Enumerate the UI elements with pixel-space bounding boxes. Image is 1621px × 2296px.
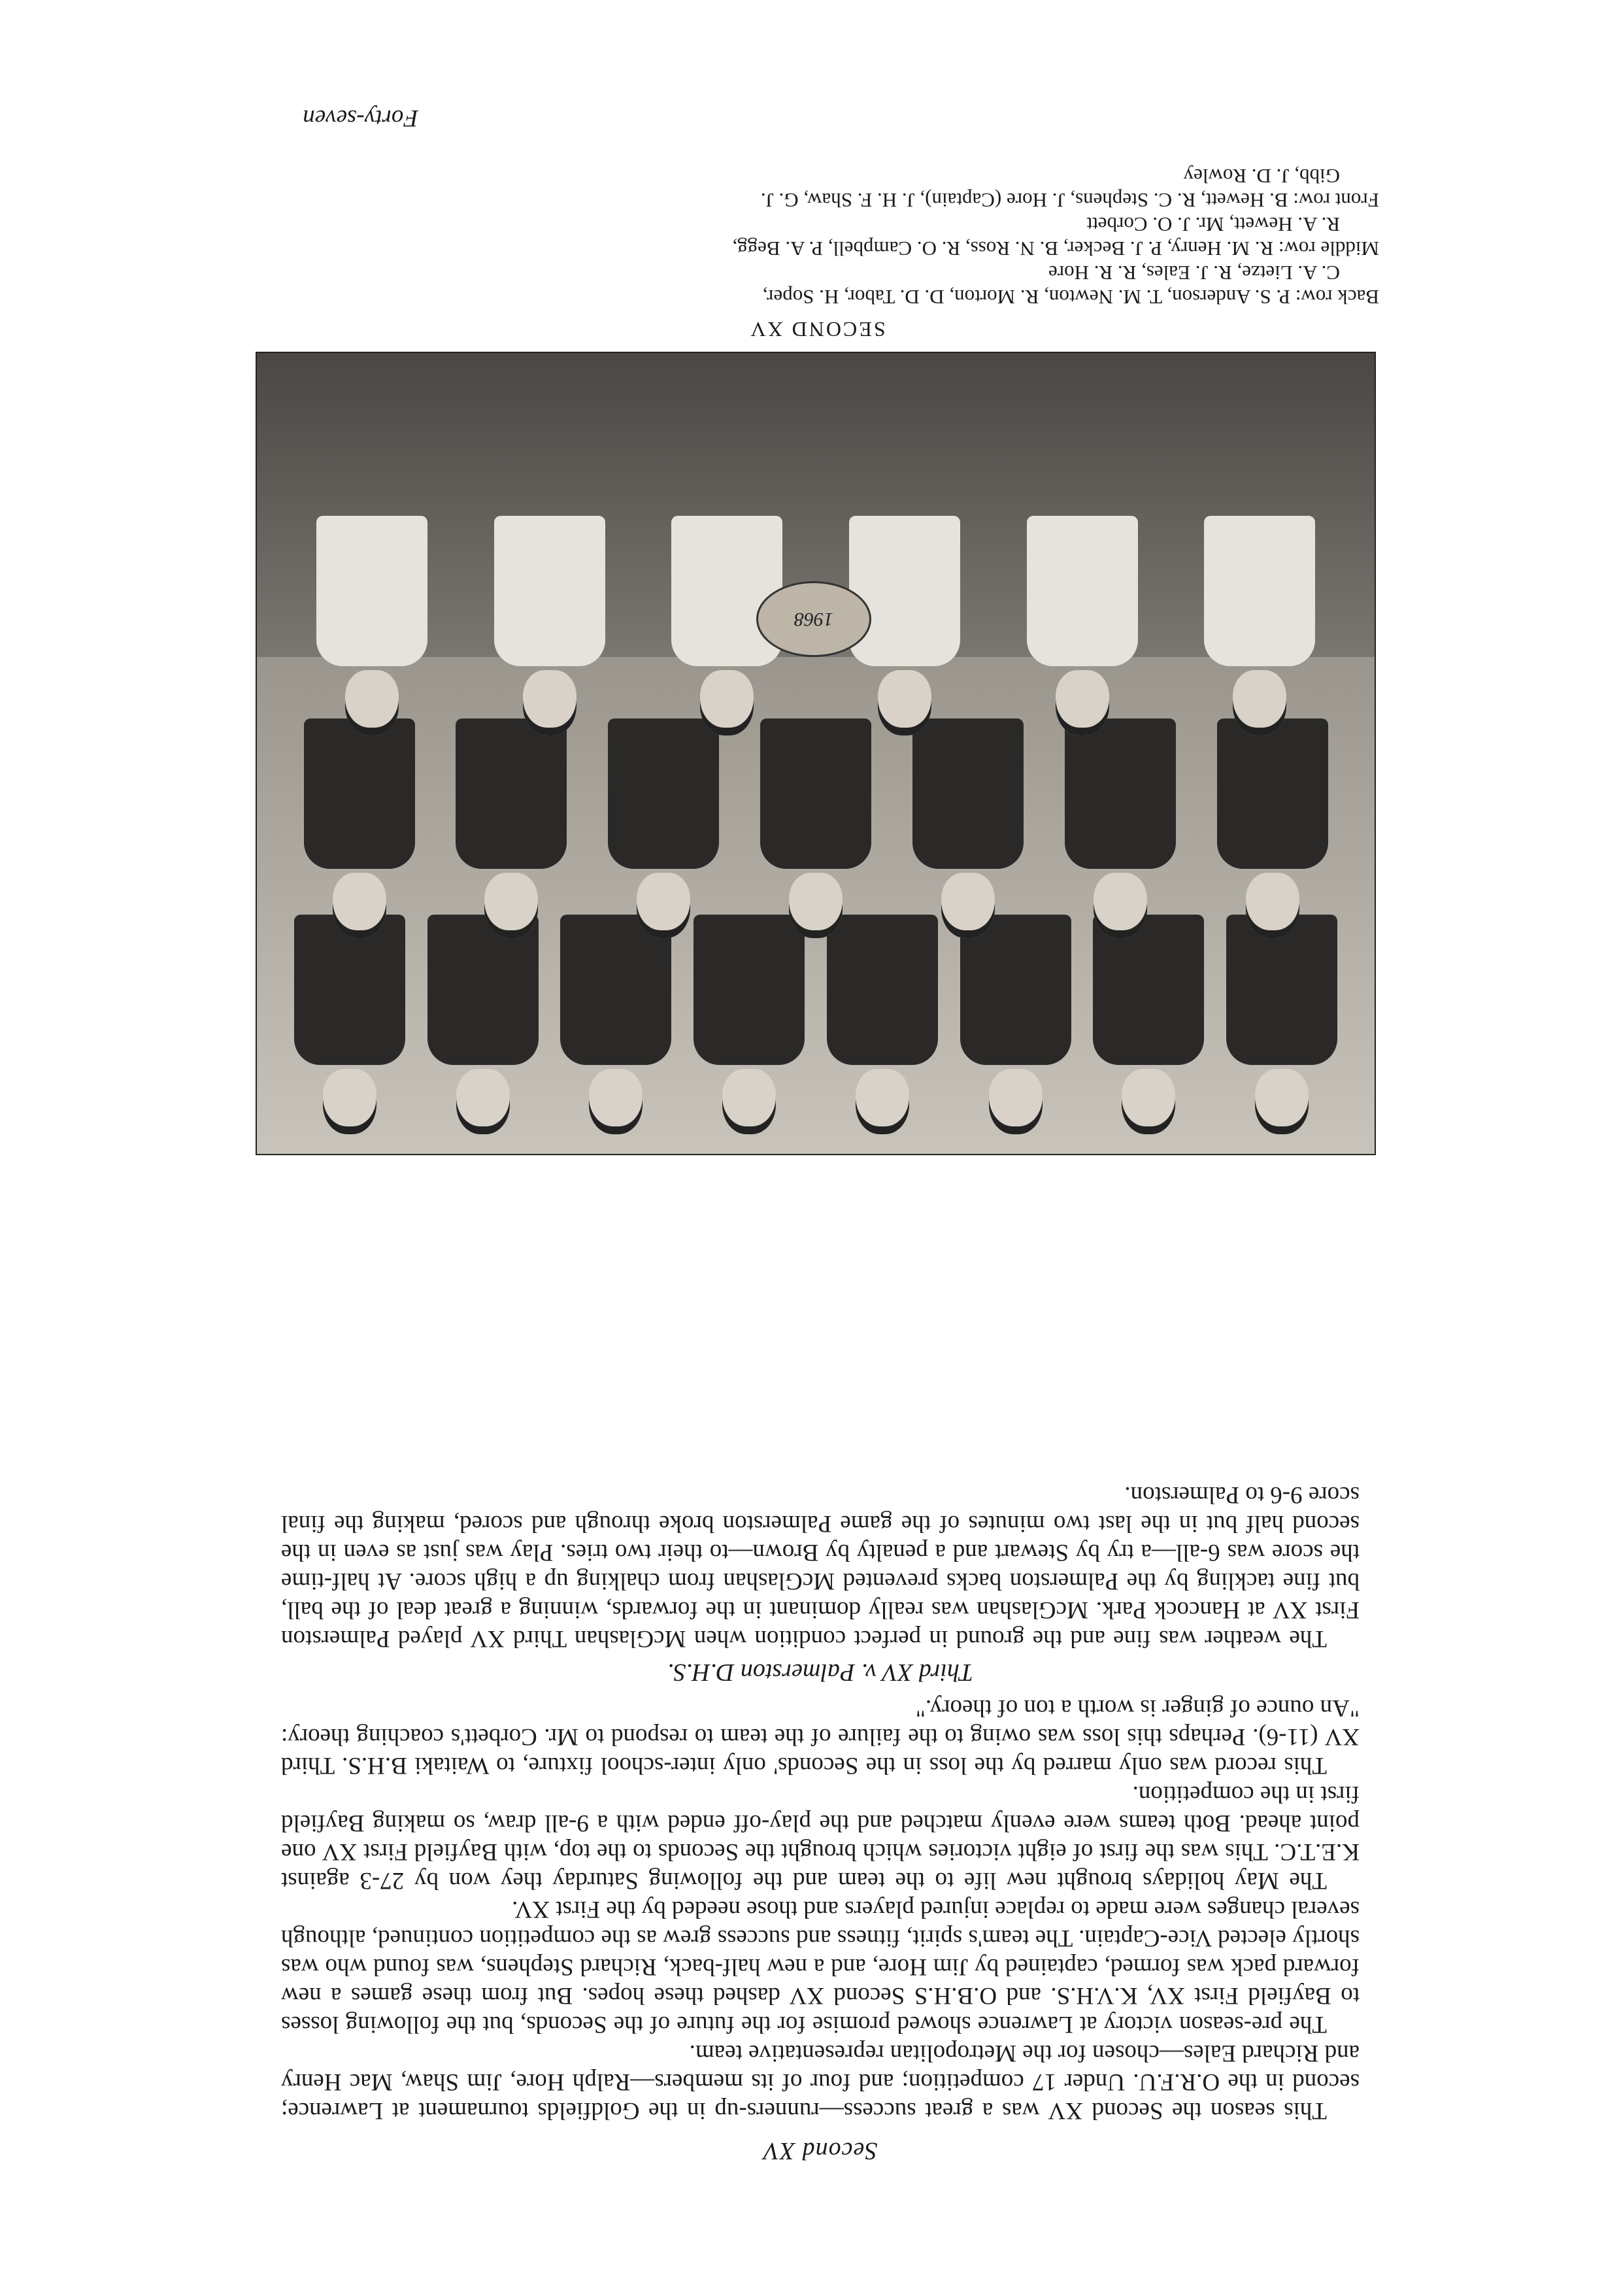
player-figure [919, 718, 1017, 938]
player-figure [462, 718, 560, 938]
player-figure [1224, 718, 1322, 938]
caption-middle-row-cont: R. A. Hewett, Mr. J. O. Corbett [1086, 213, 1340, 236]
player-figure [1071, 718, 1169, 938]
photo-back-row [283, 915, 1348, 1134]
caption-middle-row: Middle row: R. M. Henry, P. J. Becker, B. N. Ross, R. O. Campbell, P. A. Begg, [732, 237, 1379, 260]
caption-front-row-cont: Gibb, J. D. Rowley [1183, 165, 1340, 188]
caption-front-row: Front row: B. Hewett, R. C. Stephens, J. Hore (Captain), J. H. F. Shaw, G. J. [760, 189, 1379, 212]
photo-caption [255, 164, 1379, 341]
player-figure [567, 915, 665, 1134]
player-figure [1233, 915, 1331, 1134]
player-figure [614, 718, 712, 938]
player-figure [967, 915, 1065, 1134]
section-heading: Second XV [763, 2137, 878, 2165]
player-figure [1211, 516, 1309, 735]
photo-middle-row [283, 718, 1348, 938]
paragraph: The weather was fine and the ground in perfect condition when McGlashan Third XV played Palmerston First XV at Hancock Park. McGlashan was really dominant in the forwards, winning a great deal of the ball, but fine tackling by the Palmerston backs prevented McGlashan from chalking up a high score. At half-time the score was 6-all—a try by Stewart and a penalty by Brown—to their two tries. Play was just as even in the second half but in the last two minutes of the game Palmerston broke through and scored, making the final score 9-6 to Palmerston. [281, 1481, 1360, 1652]
player-figure [1099, 915, 1197, 1134]
player-figure [767, 718, 865, 938]
paragraph: The May holidays brought new life to the team and the following Saturday they won by 27-3 against K.E.T.C. This was the first of eight victories which brought the Seconds to the top, with Bayfield First XV one point ahead. Both teams were evenly matched and the play-off ended with a 9-all draw, so making Bayfield first in the competition. [281, 1781, 1360, 1894]
article-body [281, 1480, 1360, 2165]
subsection-heading: Third XV v. Palmerston D.H.S. [667, 1659, 973, 1686]
player-figure [1033, 516, 1131, 735]
player-figure [323, 516, 421, 735]
player-figure [434, 915, 532, 1134]
rugby-ball [756, 581, 871, 657]
player-figure [700, 915, 798, 1134]
page-number: Forty-seven [303, 105, 418, 131]
player-figure [833, 915, 931, 1134]
paragraph: The pre-season victory at Lawrence showed promise for the future of the Seconds, but the following losses to Bayfield First XV, K.V.H.S. and O.B.H.S Second XV dashed these hopes. But from these games a new forward pack was formed, captained by Jim Hore, and a new half-back, Richard Stephens, was found who was shortly elected Vice-Captain. The team's spirit, fitness and success grew as the competition continued, although several changes were made to replace injured players and those needed by the First XV. [281, 1896, 1360, 2038]
caption-back-row-cont: C. A. Lietze, R. J. Eales, R. R. Hore [1048, 262, 1340, 284]
team-photo [256, 352, 1376, 1155]
caption-title: SECOND XV [748, 318, 886, 341]
caption-back-row: Back row: P. S. Anderson, T. M. Newton, R. Morton, D. D. Tabor, H. Soper, [762, 286, 1379, 309]
player-figure [501, 516, 599, 735]
player-figure [310, 718, 409, 938]
paragraph: This season the Second XV was a great success—runners-up in the Goldfields tournament at Lawrence; second in the O.R.F.U. Under 17 competition; and four of its members—Ralph Hore, Jim Shaw, Mac Henry and Richard Eales—chosen for the Metropolitan representative team. [281, 2040, 1360, 2124]
paragraph: This record was only marred by the loss in the Seconds' only inter-school fixture, to Waitaki B.H.S. Third XV (11-6). Perhaps this loss was owing to the failure of the team to respond to Mr. Corbett's coaching theory: "An ounce of ginger is worth a ton of theory." [281, 1695, 1360, 1779]
ball-label: 1968 [794, 609, 833, 630]
player-figure [301, 915, 399, 1134]
